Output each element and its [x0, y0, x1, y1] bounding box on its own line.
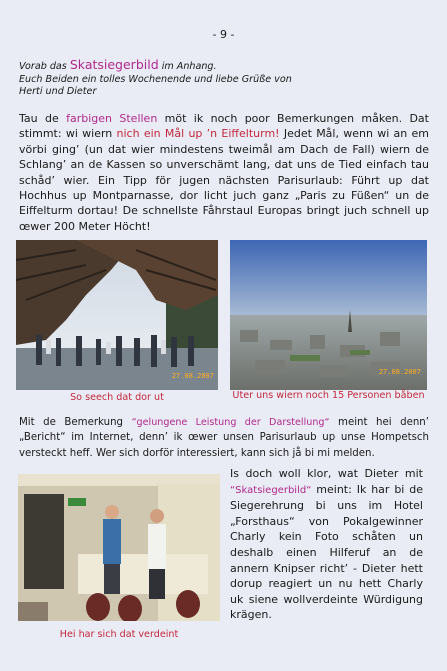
intro-line-3: Herti und Dieter	[19, 86, 97, 98]
highlight-gelungene-leistung: “gelungene Leistung der Darstellung“	[131, 417, 330, 428]
photo-paris-view	[230, 240, 427, 390]
highlight-eiffelturm: nich ein Mål up ’n Eiffelturm!	[116, 127, 280, 141]
date-stamp-left: 27.08.2007	[171, 372, 214, 380]
photo-eiffel-queue	[16, 240, 218, 390]
intro-line-2: Euch Beiden ein tolles Wochenende und liebe Grüße von	[19, 73, 292, 85]
intro-line-1: Vorab das Skatsiegerbild im Anhang.	[19, 57, 217, 72]
skatsiegerbild-highlight: Skatsiegerbild	[69, 57, 159, 72]
page-number: - 9 -	[212, 28, 235, 41]
intro-note	[19, 59, 319, 99]
caption-siegerehrung: Hei har sich dat verdeint	[59, 629, 179, 640]
paragraph-eiffel: Tau de farbigen Stellen möt ik noch poor Bemerkungen måken. Dat stimmt: wi wiern nich ein Mål up ’n Eiffelturm! Jedet Mål, wenn wi an em vörbi ging’ (un dat wier mindestens tweimål am Dach de Fall) wiern de Schlang’ an de Kassen so unverschämt lang, dat uns de Tied einfach tau schåd’ wier. Ein Tipp för jugen nächsten Parisurlaub: Führt up dat Hochhus up Montparnasse, dor licht juch ganz „Paris zu Füßen“ un de Eiffelturm dortau! De schnellste Fåhrstaul Europas bringt juch schnell up œwer 200 Meter Höcht!	[19, 112, 429, 233]
highlight-farbige-stellen: farbigen Stellen	[66, 112, 158, 125]
caption-paris-view: Uter uns wiern noch 15 Personen båben	[232, 390, 425, 401]
highlight-skatsiegerbild: “Skatsiegerbild“	[230, 484, 312, 496]
date-stamp-right: 27.08.2007	[378, 368, 421, 376]
paragraph-skatsiegerbild: Is doch woll klor, wat Dieter mit “Skatsiegerbild“ meint: Ik har bi de Siegerehrung bi uns im Hotel „Forsthaus“ von Pokalgewinner Charly kein Foto schåten un deshalb einen Hilferuf an de annern Knipser richt’ - Dieter hett dorup reagiert un nu hett Charly uk siene wollverdeinte Würdigung krägen.	[230, 467, 423, 622]
caption-eiffel-queue: So seech dat dor ut	[70, 392, 164, 403]
photo-siegerehrung	[18, 474, 220, 621]
paragraph-bemerkung: Mit de Bemerkung “gelungene Leistung der Darstellung“ meint hei denn’ „Bericht“ im Internet, denn’ ik œwer unsen Parisurlaub up unse Hompetsch versteckt heff. Wer sich dorför interessiert, kann sich jå bi mi melden.	[19, 417, 429, 459]
